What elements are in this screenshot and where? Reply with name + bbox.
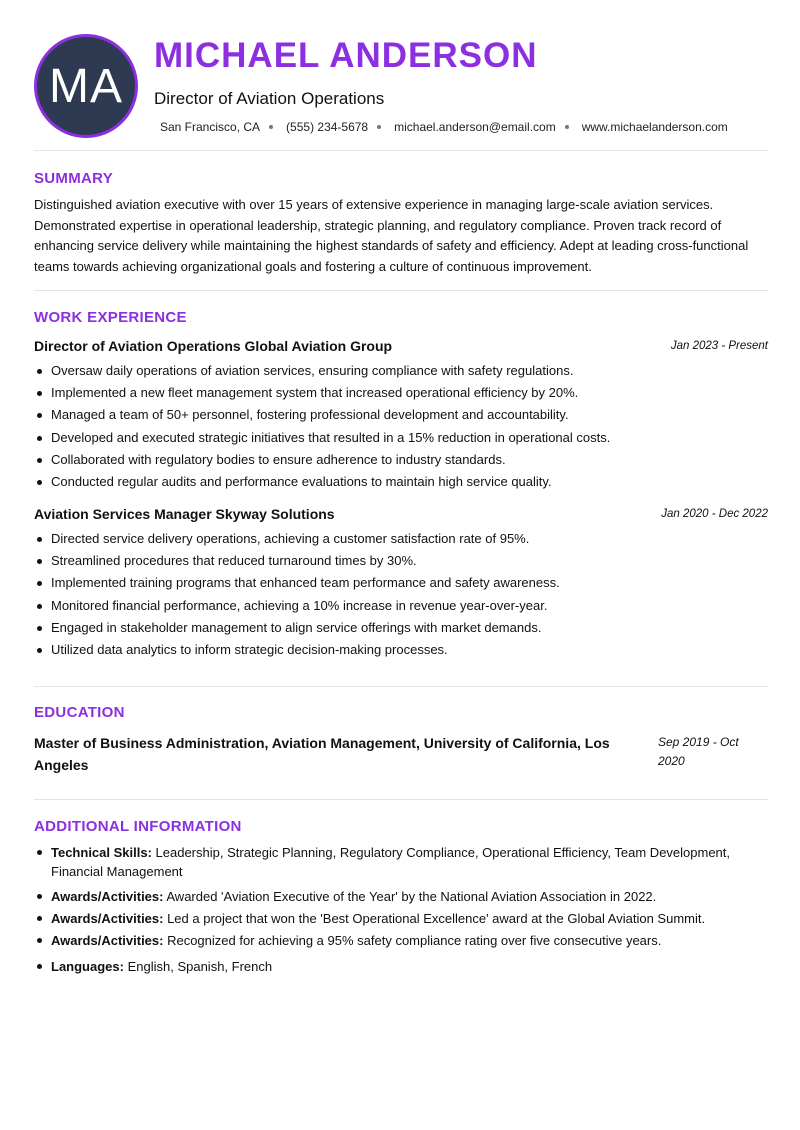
item-text: English, Spanish, French [123,959,273,974]
job-header [34,338,768,356]
list-item: Streamlined procedures that reduced turnaround times by 30%. [34,550,768,572]
list-item: Collaborated with regulatory bodies to ensure adherence to industry standards. [34,449,768,471]
item-label: Awards/Activities: [51,889,164,904]
item-label: Awards/Activities: [51,933,164,948]
education-heading: EDUCATION [34,704,125,721]
section-divider [34,150,768,151]
resume-header [34,34,768,138]
degree-date: Sep 2019 - Oct 2020 [658,735,739,768]
list-item: Conducted regular audits and performance evaluations to maintain high service quality. [34,471,768,493]
candidate-role: Director of Aviation Operations [154,89,385,108]
item-label: Languages: [51,959,124,974]
list-item: Utilized data analytics to inform strategic decision-making processes. [34,639,768,661]
list-item [34,931,768,950]
contact-email[interactable]: michael.anderson@email.com [394,120,556,134]
item-label: Awards/Activities: [51,911,164,926]
job-title: Aviation Services Manager Skyway Solutions [34,506,335,522]
section-divider [34,799,768,800]
item-text: Led a project that won the 'Best Operational Excellence' award at the Global Aviation Summit. [163,911,706,926]
avatar [34,34,138,138]
contact-website[interactable]: www.michaelanderson.com [581,120,728,134]
list-item: Developed and executed strategic initiatives that resulted in a 15% reduction in operational costs. [34,427,768,449]
job-header [34,506,768,524]
job-date: Jan 2020 - Dec 2022 [661,508,768,520]
additional-info-heading: ADDITIONAL INFORMATION [34,818,242,835]
contact-line [160,120,728,134]
section-divider [34,686,768,687]
item-label: Technical Skills: [51,845,152,860]
list-item: Monitored financial performance, achieving a 10% increase in revenue year-over-year. [34,595,768,617]
item-text: Leadership, Strategic Planning, Regulatory Compliance, Operational Efficiency, Team Development, Financial Management [51,845,731,879]
list-item: Implemented training programs that enhanced team performance and safety awareness. [34,572,768,594]
summary-text: Distinguished aviation executive with over 15 years of extensive experience in managing large-scale aviation services. Demonstrated expertise in operational leadership, strategic planning, and regulatory compliance. Proven track record of enhancing service delivery while maintaining the highest standards of safety and efficiency. Adept at leading cross-functional teams towards achieving organizational goals and fostering a culture of continuous improvement. [34,197,749,274]
job-date: Jan 2023 - Present [670,340,768,352]
candidate-name: MICHAEL ANDERSON [154,36,538,75]
item-text: Awarded 'Aviation Executive of the Year' by the National Aviation Association in 2022. [163,889,657,904]
list-item: Oversaw daily operations of aviation services, ensuring compliance with safety regulations. [34,360,768,382]
list-item [34,843,768,881]
list-item: Implemented a new fleet management system that increased operational efficiency by 20%. [34,382,768,404]
job-bullets [34,528,768,661]
list-item [34,909,768,928]
contact-phone: (555) 234-5678 [286,120,369,134]
item-text: Recognized for achieving a 95% safety compliance rating over five consecutive years. [163,933,662,948]
contact-location: San Francisco, CA [160,120,261,134]
list-item: Engaged in stakeholder management to align service offerings with market demands. [34,617,768,639]
section-divider [34,290,768,291]
job-bullets [34,360,768,493]
degree-title: Master of Business Administration, Aviation Management, University of California, Los Angeles [34,735,610,773]
list-item [34,887,768,906]
list-item [34,957,768,976]
list-item: Directed service delivery operations, achieving a customer satisfaction rate of 95%. [34,528,768,550]
work-experience-heading: WORK EXPERIENCE [34,309,187,326]
separator-dot [377,125,381,129]
job-title: Director of Aviation Operations Global Aviation Group [34,338,393,354]
list-item: Managed a team of 50+ personnel, fostering professional development and accountability. [34,404,768,426]
summary-heading: SUMMARY [34,170,114,187]
separator-dot [565,125,569,129]
avatar-initials: MA [49,59,123,113]
separator-dot [269,125,273,129]
